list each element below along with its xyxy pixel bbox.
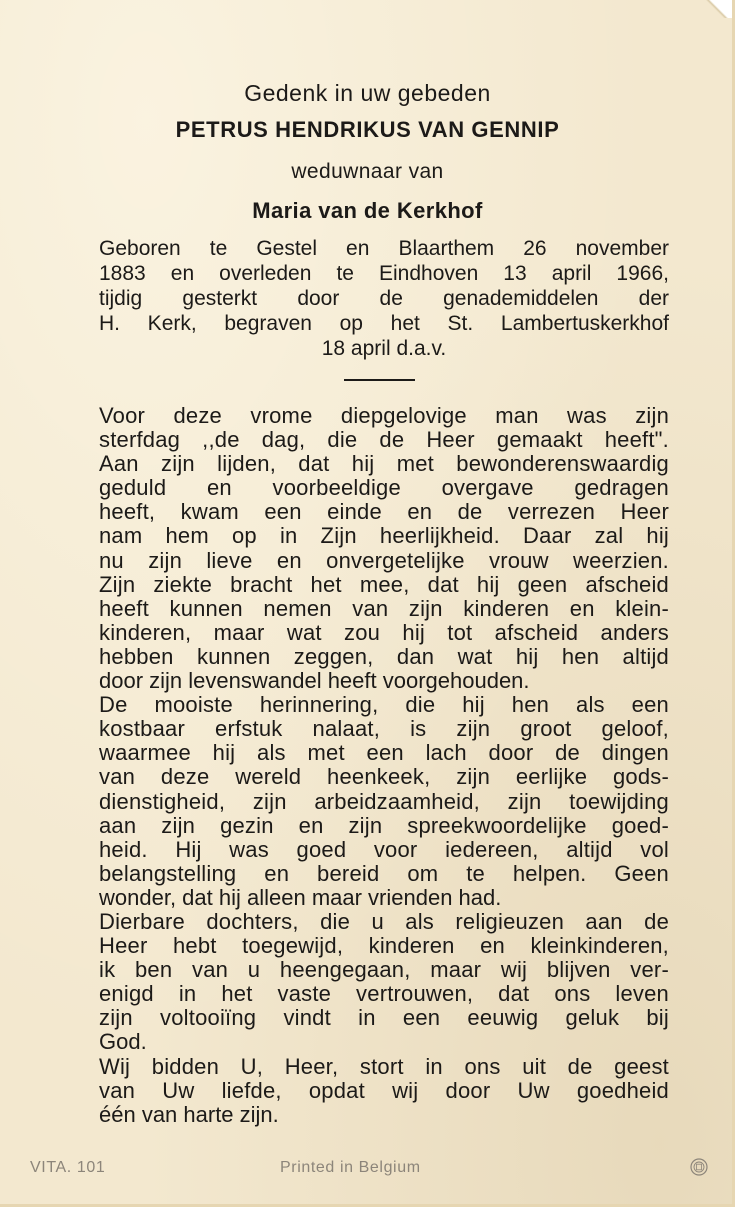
spouse-name: Maria van de Kerkhof <box>252 198 483 223</box>
text-line: van Uw liefde, opdat wij door Uw goedheid <box>99 1077 669 1103</box>
text-line: De mooiste herinnering, die hij hen als een <box>99 692 669 718</box>
text-line: Aan zijn lijden, dat hij met bewonderenswaardig <box>99 451 669 477</box>
text-line: ik ben van u heengegaan, maar wij blijven ver- <box>99 957 669 983</box>
text-line: Wij bidden U, Heer, stort in ons uit de geest <box>99 1053 669 1079</box>
text-line: door zijn levenswandel heeft voorgehouden. <box>99 668 530 694</box>
text-line: belangstelling en bereid om te helpen. Geen <box>99 860 669 886</box>
birth-line: Geboren te Gestel en Blaarthem 26 november <box>99 237 669 260</box>
text-line: enigd in het vaste vertrouwen, dat ons leven <box>99 981 669 1007</box>
birth-line: tijdig gesterkt door de genademiddelen der <box>99 287 669 310</box>
text-line: nu zijn lieve en onvergetelijke vrouw weerzien. <box>99 547 669 573</box>
birth-death-paragraph <box>99 236 669 361</box>
printed-in-label: Printed in Belgium <box>280 1159 421 1176</box>
birth-line: 18 april d.a.v. <box>321 337 447 360</box>
text-line: Dierbare dochters, die u als religieuzen aan de <box>99 908 669 934</box>
memorial-text <box>99 404 669 1127</box>
text-line: Zijn ziekte bracht het mee, dat hij geen afscheid <box>99 571 669 597</box>
card-corner <box>702 0 732 18</box>
text-line: zijn voltooiïng vindt in een eeuwig geluk bij <box>99 1005 669 1031</box>
text-line: heeft, kwam een einde en de verrezen Heer <box>99 499 669 525</box>
section-divider <box>344 379 415 381</box>
text-line: waarmee hij als met een lach door de dingen <box>99 740 669 766</box>
text-line: één van harte zijn. <box>99 1101 279 1127</box>
text-line: Heer hebt toegewijd, kinderen en kleinkinderen, <box>99 933 669 959</box>
text-line: kinderen, maar wat zou hij tot afscheid anders <box>99 619 669 645</box>
birth-line: H. Kerk, begraven op het St. Lambertuskerkhof <box>99 312 669 335</box>
relation-text: weduwnaar van <box>291 160 444 183</box>
text-line: van deze wereld heenkeek, zijn eerlijke gods- <box>99 764 669 790</box>
text-line: sterfdag ,,de dag, die de Heer gemaakt heeft". <box>99 427 669 453</box>
text-line: kostbaar erfstuk nalaat, is zijn groot geloof, <box>99 716 669 742</box>
text-line: heid. Hij was goed voor iedereen, altijd vol <box>99 836 669 862</box>
text-line: wonder, dat hij alleen maar vrienden had. <box>99 884 502 910</box>
text-line: dienstigheid, zijn arbeidzaamheid, zijn toewijding <box>99 788 669 814</box>
text-line: heeft kunnen nemen van zijn kinderen en klein- <box>99 595 669 621</box>
text-line: nam hem op in Zijn heerlijkheid. Daar zal hij <box>99 523 669 549</box>
birth-line: 1883 en overleden te Eindhoven 13 april 1966, <box>99 262 669 285</box>
text-line: aan zijn gezin en zijn spreekwoordelijke goed- <box>99 812 669 838</box>
text-line: Voor deze vrome diepgelovige man was zijn <box>99 403 669 428</box>
deceased-name: PETRUS HENDRIKUS VAN GENNIP <box>175 117 560 142</box>
card-series-number: VITA. 101 <box>30 1159 106 1176</box>
prayer-heading: Gedenk in uw gebeden <box>244 80 491 106</box>
text-line: God. <box>99 1029 147 1055</box>
publisher-seal-icon <box>690 1158 708 1176</box>
text-line: hebben kunnen zeggen, dan wat hij hen altijd <box>99 643 669 669</box>
text-line: geduld en voorbeeldige overgave gedragen <box>99 475 669 501</box>
